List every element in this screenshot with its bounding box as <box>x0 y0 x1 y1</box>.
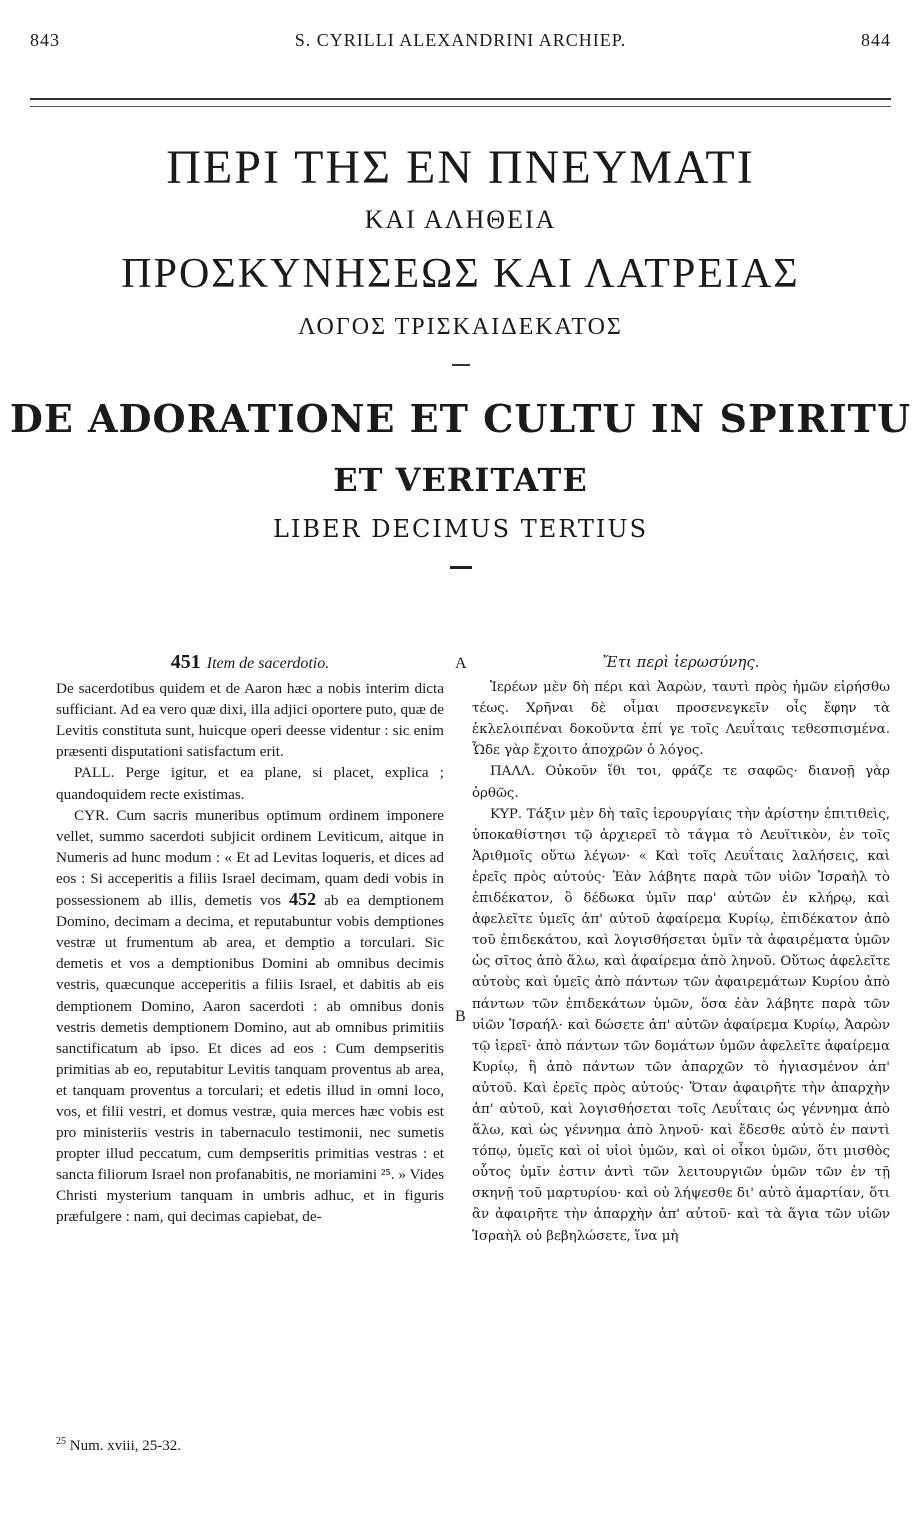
margin-letter-b: B <box>455 1008 466 1025</box>
greek-column <box>472 652 890 1247</box>
footnote <box>56 1436 181 1455</box>
column-number: 451 <box>170 651 201 673</box>
header-rule <box>30 98 891 107</box>
latin-paragraph-3-part-b: ab ea demptionem Domino, decimam a decima, et reputabuntur vobis demptiones vestræ ut frumentum ab area, et demptio a torculari. Sic demetis et vos a demptionibus Domini ab omnibus decimis vestris, quæcunque acceperitis a filiis Israel, et dabitis ab eis demptionem Domino, Aaron sacerdoti : ab omnibus donis vestris demetis demptionem Domino, aut ab omnibus primitiis sanctificatum ab ipso. Et dices ad eos : Cum dempseritis primitias ab eo, reputabitur Levitis tanquam proventus ab area, et tanquam proventus a torculari; et edetis illud in omni loco, vos, et filii vestri, et domus vestræ, quia merces hæc vobis est pro ministeriis vestris in tabernaculo testimonii, nec sumetis propter illud peccatum, cum dempseritis primitias vestras : et sancta filiorum Israel non profanabitis, ne moriamini ²⁵. » Vides Christi mysterium tanquam in umbris adhuc, et in figuris præfulgere : nam, qui decimas capiebat, de- <box>56 892 444 1226</box>
latin-column <box>56 652 444 1228</box>
greek-title-line-2: ΚΑΙ ΑΛΗΘΕΙΑ <box>364 205 557 234</box>
greek-title-line-3: ΠΡΟΣΚΥΝΗΣΕΩΣ ΚΑΙ ΛΑΤΡΕΙΑΣ <box>121 251 800 297</box>
greek-title-line-1: ΠΕΡΙ ΤΗΣ ΕΝ ΠΝΕΥΜΑΤΙ <box>166 141 755 194</box>
latin-paragraph-2: PALL. Perge igitur, et ea plane, si placet, explica ; quandoquidem recte existimas. <box>56 764 444 803</box>
title-divider <box>452 364 470 366</box>
latin-title-line-1: DE ADORATIONE ET CULTU IN SPIRITU <box>9 396 912 441</box>
latin-paragraph-3-part-a: CYR. Cum sacris muneribus optimum ordinem imponere vellet, summo sacerdoti subjicit ordinem Leviticum, aitque in Numeris ad hunc modum : « Et ad Levitas loqueris, et dices ad eos : Si acceperitis a filiis Israel decimam, quam dedi vobis in possessionem ab illis, demetis vos <box>56 806 444 910</box>
title-divider-bottom <box>450 566 472 569</box>
title-block <box>0 140 921 569</box>
page-number-left: 843 <box>30 30 60 50</box>
greek-paragraph-1: Ἱερέων μὲν δὴ πέρι καὶ Ἀαρὼν, ταυτὶ πρὸς ἡμῶν εἰρήσθω τέως. Χρῆναι δὲ οἶμαι προσενεγκεῖν οἷς ἔφην τὰ ἐκλελοιπέναι δοκοῦντα ἐπί γε τοῖς Λευΐταις τεθεσπισμένα. Ὧδε γὰρ ἔχοιτο ἀποχρῶν ὁ λόγος. <box>472 680 890 759</box>
latin-heading-text: Item de sacerdotio. <box>206 655 330 672</box>
running-header <box>30 30 891 60</box>
footnote-mark: 25 <box>56 1436 66 1447</box>
latin-paragraph-3 <box>56 805 444 1228</box>
column-number-inline: 452 <box>289 889 317 910</box>
page-number-right: 844 <box>861 30 891 50</box>
latin-section-heading <box>56 652 444 674</box>
latin-paragraph-1: De sacerdotibus quidem et de Aaron hæc a nobis interim dicta sufficiant. Ad ea vero quæ dixi, illa adjici oportere puto, quæ de Levitis constituta sunt, huicque operi deesse videntur : sic enim præsenti disputationi satisfactum erit. <box>56 680 444 761</box>
running-title: S. CYRILLI ALEXANDRINI ARCHIEP. <box>294 30 627 50</box>
greek-paragraph-3: ΚΥΡ. Τάξιν μὲν δὴ ταῖς ἱερουργίαις τὴν ἀρίστην ἐπιτιθεὶς, ὑποκαθίστησι τῷ ἀρχιερεῖ τὸ τάγμα τὸ Λευϊτικὸν, ἐν τοῖς Ἀριθμοῖς οὕτω λέγων· « Καὶ τοῖς Λευΐταις λαλήσεις, καὶ ἐρεῖς πρὸς αὐτούς· Ἐὰν λάβητε παρὰ τῶν υἱῶν Ἰσραὴλ τὸ ἐπιδέκατον, ὃ δέδωκα ὑμῖν παρ' αὐτῶν ἐν κλήρῳ, καὶ ἀφελεῖτε ὑμεῖς ἀπ' αὐτοῦ ἀφαίρεμα Κυρίῳ, ἐπιδέκατον ἀπὸ τοῦ ἐπιδεκάτου, καὶ λογισθήσεται ὑμῖν τὰ ἀφαιρέματα ὑμῶν ὡς σῖτος ἀπὸ ἅλω, καὶ ἀφαίρεμα ἀπὸ ληνοῦ. Οὕτως ἀφελεῖτε αὐτοὺς καὶ ὑμεῖς ἀπὸ πάντων τῶν ἀφαιρεμάτων Κυρίου ἀπὸ πάντων τῶν ἐπιδεκάτων ὑμῶν, ὅσα ἐὰν λάβητε παρὰ τῶν υἱῶν Ἰσραήλ· καὶ δώσετε ἀπ' αὐτῶν ἀφαίρεμα Κυρίῳ, Ἀαρὼν τῷ ἱερεῖ· ἀπὸ πάντων τῶν δομάτων ὑμῶν ἀφελεῖτε ἀφαίρεμα Κυρίῳ, ἢ ἀπὸ πάντων τῶν ἀπαρχῶν τὸ ἡγιασμένον ἀπ' αὐτοῦ. Καὶ ἐρεῖς πρὸς αὐτούς· Ὅταν ἀφαιρῆτε τὴν ἀπαρχὴν ἀπ' αὐτοῦ, καὶ λογισθήσεται τοῖς Λευΐταις ὡς γέννημα ἀπὸ ἅλω, καὶ ὡς γέννημα ἀπὸ ληνοῦ· καὶ ἔδεσθε αὐτὸ ἐν παντὶ τόπῳ, ὑμεῖς καὶ οἱ υἱοὶ ὑμῶν, καὶ οἱ οἶκοι ὑμῶν, ὅτι μισθὸς οὗτος ὑμῖν ἐστιν ἀντὶ τῶν λειτουργιῶν ὑμῶν τῶν ἐν τῇ σκηνῇ τοῦ μαρτυρίου· καὶ οὐ λήψεσθε δι' αὐτὸ ἁμαρτίαν, ὅτι ἂν ἀφαιρῆτε τὴν ἀπαρχὴν ἀπ' αὐτοῦ· καὶ τὰ ἅγια τῶν υἱῶν Ἰσραὴλ οὐ βεβηλώσετε, ἵνα μὴ <box>472 806 890 1244</box>
greek-title-line-4: ΛΟΓΟΣ ΤΡΙΣΚΑΙΔΕΚΑΤΟΣ <box>298 314 623 340</box>
footnote-text: Num. xviii, 25-32. <box>69 1438 181 1454</box>
latin-title-line-3: LIBER DECIMUS TERTIUS <box>272 515 649 543</box>
greek-paragraph-2: ΠΑΛΛ. Οὐκοῦν ἴθι τοι, φράζε τε σαφῶς· διανοῇ γὰρ ὀρθῶς. <box>472 764 890 801</box>
margin-letter-a: A <box>455 655 467 672</box>
greek-section-heading: Ἔτι περὶ ἱερωσύνης. <box>602 653 760 671</box>
latin-title-line-2: ET VERITATE <box>333 461 588 499</box>
